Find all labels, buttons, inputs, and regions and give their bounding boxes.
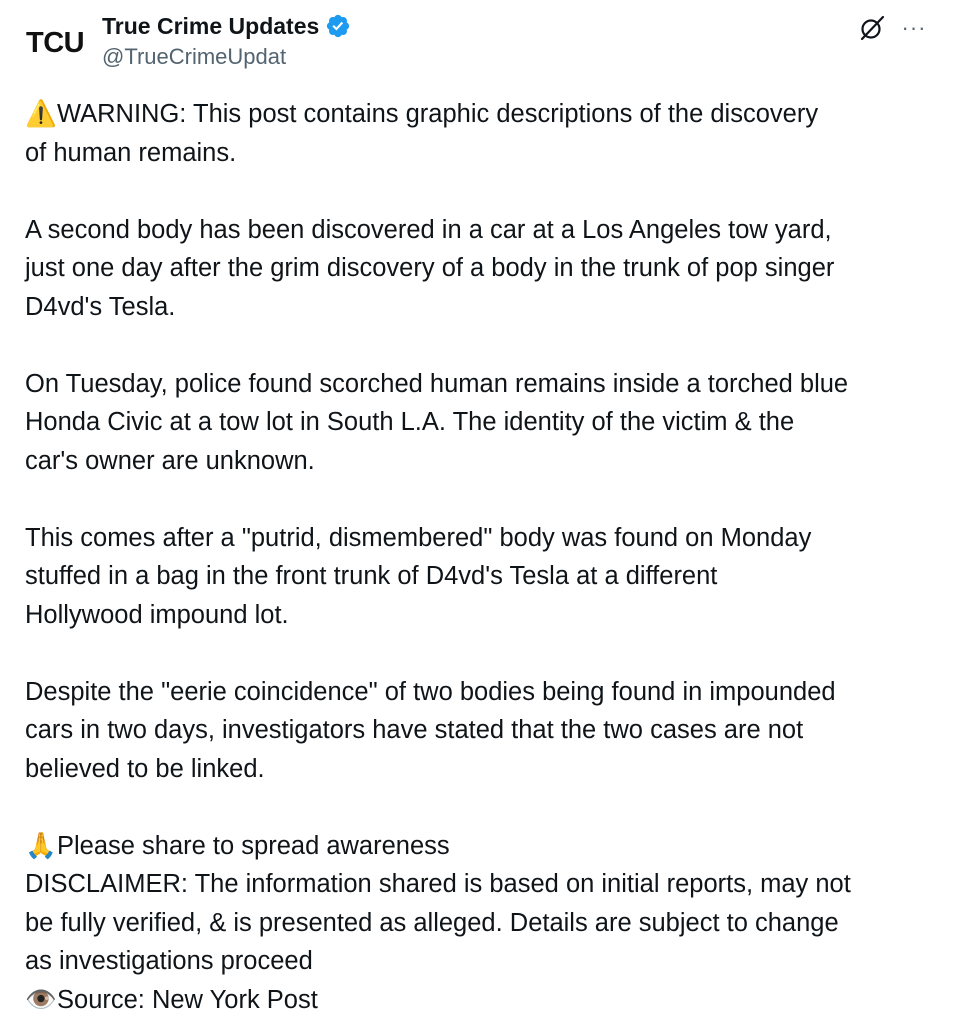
tweet-text <box>25 95 940 1019</box>
text-line: A second body has been discovered in a car at a Los Angeles tow yard, <box>25 215 832 244</box>
text-line: On Tuesday, police found scorched human remains inside a torched blue <box>25 369 849 398</box>
text-line: Hollywood impound lot. <box>25 600 289 629</box>
text-line: This comes after a "putrid, dismembered" body was found on Monday <box>25 523 812 552</box>
text-line: of human remains. <box>25 138 237 167</box>
eye-icon: 👁️ <box>25 985 57 1014</box>
text-line: as investigations proceed <box>25 947 313 975</box>
text-line <box>25 95 940 134</box>
text-line: Despite the "eerie coincidence" of two bodies being found in impounded <box>25 677 836 706</box>
tweet-header <box>102 10 351 70</box>
text-line: Honda Civic at a tow lot in South L.A. The identity of the victim & the <box>25 408 795 436</box>
text-line: D4vd's Tesla. <box>25 292 176 321</box>
text-span: WARNING: This post contains graphic descriptions of the discovery <box>57 100 819 128</box>
name-row <box>102 10 351 42</box>
verified-badge-icon[interactable] <box>325 13 351 39</box>
praying-hands-icon: 🙏 <box>25 831 57 860</box>
paragraph-tuesday <box>25 365 940 481</box>
top-actions <box>858 14 928 42</box>
paragraph-disclaimer <box>25 827 940 1020</box>
text-line: stuffed in a bag in the front trunk of D4vd's Tesla at a different <box>25 562 718 590</box>
paragraph-second-body <box>25 211 940 327</box>
paragraph-coincidence <box>25 673 940 789</box>
avatar-logo: TCU <box>26 26 85 59</box>
text-line: just one day after the grim discovery of a body in the trunk of pop singer <box>25 254 835 282</box>
text-span: Please share to spread awareness <box>57 831 450 860</box>
text-line <box>25 981 940 1020</box>
text-span: Source: New York Post <box>57 985 318 1014</box>
warning-icon: ⚠️ <box>25 100 57 128</box>
text-line: DISCLAIMER: The information shared is based on initial reports, may not <box>25 870 851 898</box>
grok-icon[interactable] <box>858 14 886 42</box>
display-name[interactable]: True Crime Updates <box>102 12 320 39</box>
text-line <box>25 827 940 866</box>
text-line: cars in two days, investigators have stated that the two cases are not <box>25 716 804 744</box>
more-icon[interactable]: ··· <box>901 15 927 40</box>
avatar[interactable] <box>26 18 92 68</box>
paragraph-warning <box>25 95 940 172</box>
paragraph-monday <box>25 519 940 635</box>
handle[interactable]: @TrueCrimeUpdat <box>102 44 287 69</box>
text-line: car's owner are unknown. <box>25 446 315 475</box>
text-line: believed to be linked. <box>25 754 265 783</box>
text-line: be fully verified, & is presented as alleged. Details are subject to change <box>25 908 839 937</box>
